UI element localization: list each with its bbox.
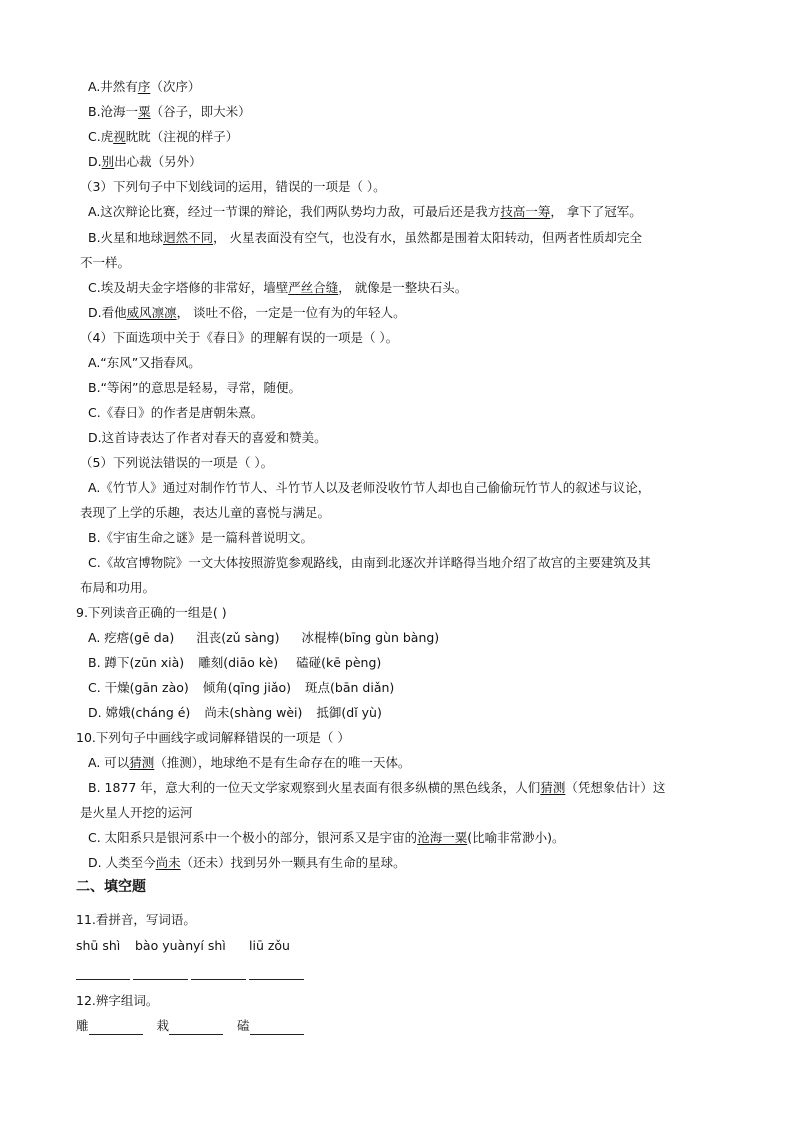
- pinyin-2: bào yuàn: [135, 938, 194, 953]
- option-8-5-a: A.《竹节人》通过对制作竹节人、斗竹节人以及老师没收竹节人却也自己偷偷玩竹节人的叙述与议论，: [88, 480, 651, 495]
- char-group-row: [76, 1017, 304, 1035]
- option-8-3-d: D.看他威风凛凛， 谈吐不俗，一定是一位有为的年轻人。: [88, 305, 406, 320]
- answer-blanks-11: [76, 962, 304, 980]
- option-8-5-b: B.《宇宙生命之谜》是一篇科普说明文。: [88, 530, 314, 545]
- pinyin-1: shū shì: [76, 938, 121, 953]
- char-1: 雕: [76, 1018, 89, 1033]
- option-10-c: C. 太阳系只是银河系中一个极小的部分，银河系又是宇宙的沧海一粟(比喻非常渺小)。: [88, 830, 565, 845]
- option-8-5-c: C.《故宫博物院》一文大体按照游览参观路线，由南到北逐次并详略得当地介绍了故宫的主要建筑及其: [88, 555, 651, 570]
- answer-blank-2[interactable]: [133, 965, 188, 980]
- option-8-2-a: A.井然有序（次序）: [88, 79, 201, 94]
- char-3-blank[interactable]: [250, 1020, 304, 1035]
- section-heading-fill-in: 二、填空题: [76, 879, 146, 895]
- option-9-c: C. 干燥(gān zào) 倾角(qīng jiǎo) 斑点(bān diǎn): [88, 680, 395, 695]
- char-3: 磕: [237, 1018, 250, 1033]
- option-8-4-b: B.“等闲”的意思是轻易，寻常，随便。: [88, 380, 302, 395]
- option-8-5-c-cont: 布局和功用。: [80, 580, 156, 595]
- question-12-stem: 12.辨字组词。: [76, 993, 159, 1008]
- option-8-2-b: B.沧海一粟（谷子，即大米）: [88, 104, 251, 119]
- option-8-2-c: C.虎视眈眈（注视的样子）: [88, 129, 239, 144]
- option-8-3-b: B.火星和地球迥然不同， 火星表面没有空气，也没有水，虽然都是围着太阳转动，但两者性质却完全: [88, 230, 643, 245]
- pinyin-3: yí shì: [193, 938, 226, 953]
- question-8-5-stem: （5）下列说法错误的一项是（ ）。: [80, 455, 274, 470]
- question-9-stem: 9.下列读音正确的一组是( ): [76, 605, 227, 620]
- option-10-b-cont: 是火星人开挖的运河: [80, 805, 193, 820]
- answer-blank-3[interactable]: [191, 965, 246, 980]
- question-8-3-stem: （3）下列句子中下划线词的运用，错误的一项是（ ）。: [80, 179, 386, 194]
- option-8-3-b-cont: 不一样。: [80, 255, 131, 270]
- option-10-d: D. 人类至今尚未（还未）找到另外一颗具有生命的星球。: [88, 855, 406, 870]
- char-2-blank[interactable]: [169, 1020, 223, 1035]
- question-8-4-stem: （4）下面选项中关于《春日》的理解有误的一项是（ ）。: [80, 330, 399, 345]
- option-8-2-d: D.别出心裁（另外）: [88, 154, 202, 169]
- option-8-3-c: C.埃及胡夫金字塔修的非常好，墙壁严丝合缝， 就像是一整块石头。: [88, 280, 468, 295]
- answer-blank-1[interactable]: [76, 965, 130, 980]
- answer-blank-4[interactable]: [249, 965, 304, 980]
- option-9-b: B. 蹲下(zūn xià) 雕刻(diāo kè) 磕碰(kē pèng): [88, 655, 382, 670]
- option-9-d: D. 嫦娥(cháng é) 尚未(shàng wèi) 抵御(dǐ yù): [88, 705, 382, 720]
- option-8-4-d: D.这首诗表达了作者对春天的喜爱和赞美。: [88, 430, 327, 445]
- pinyin-row: [76, 937, 290, 955]
- option-8-4-c: C.《春日》的作者是唐朝朱熹。: [88, 405, 264, 420]
- char-2: 栽: [156, 1018, 170, 1033]
- option-10-b: B. 1877 年，意大利的一位天文学家观察到火星表面有很多纵横的黑色线条，人们猜测（凭想象估计）这: [88, 780, 666, 795]
- option-8-3-a: A.这次辩论比赛，经过一节课的辩论，我们两队势均力敌，可最后还是我方技高一筹， 拿下了冠军。: [88, 204, 642, 219]
- question-11-stem: 11.看拼音，写词语。: [76, 912, 196, 927]
- option-10-a: A. 可以猜测（推测），地球绝不是有生命存在的唯一天体。: [88, 755, 411, 770]
- option-8-5-a-cont: 表现了上学的乐趣，表达儿童的喜悦与满足。: [80, 505, 331, 520]
- char-1-blank[interactable]: [89, 1020, 143, 1035]
- question-10-stem: 10.下列句子中画线字或词解释错误的一项是（ ）: [76, 730, 350, 745]
- option-9-a: A. 疙瘩(gē da) 沮丧(zǔ sàng) 冰棍棒(bīng gùn bàng): [88, 630, 440, 645]
- pinyin-4: liū zǒu: [249, 938, 290, 953]
- option-8-4-a: A.“东风”又指春风。: [88, 355, 201, 370]
